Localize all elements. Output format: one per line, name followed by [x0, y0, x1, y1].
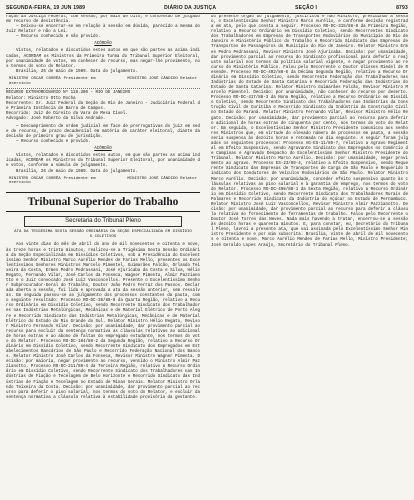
page-header — [6, 3, 408, 13]
session-minutes-body: Aos vinte dias do mês de abril do ano de mil novecentos e oitenta e nove, às treze horas e trinta minutos, realizou-se a Trigésima Sexta Sessão Ordinária da Seção Especializada em Dissídios Coletivos, sob a Presidência do Excelentíssimo Senhor Ministro Marco Aurélio Mendes de Farias Mello, presentes os Excelentíssimos Senhores Ministros Marcelo Pimentel, Guimarães Falcão, Orlando Teixeira da Costa, Ermes Pedro Pedrassani, José Ajuricaba da Costa e Silva, Hélio Regato, Fernando Vilar, José Carlos da Fonseca, Wagner Pimenta, Almir Pazzianotto e o Juiz convocado José Luiz Vasconcellos. Presente o Excelentíssimo Senhor Subprocurador-Geral do Trabalho, Doutor João Pedro Ferraz dos Passos. Declarada aberta a sessão, foi lida e aprovada a ata da sessão anterior, sem ressalvas. Em seguida passou-se ao julgamento dos processos constantes da pauta, com o seguinte resultado: Processo RO-DC-38/88-8 da Quarta Região, relativo a Recurso Ordinário em Dissídio Coletivo, sendo Recorrente Sindicato dos Trabalhadores nas Indústrias Metalúrgicas, Mecânicas e de Material Elétrico de Porto Alegre e Recorrido Sindicato das Indústrias Metalúrgicas, Mecânicas e de Material Elétrico do Estado do Rio Grande do Sul. Relator Ministro Hélio Regato, Revisor Ministro Fernando Vilar. Decisão: por unanimidade, dar provimento parcial ao recurso para excluir da sentença normativa as cláusulas relativas ao adicional de horas extras e ao abono de faltas do empregado estudante, nos termos do voto do Relator. Processo RO-DC-104/88-2 da Segunda Região, relativo a Recurso Ordinário em Dissídio Coletivo, sendo Recorrente Sindicato dos Empregados em Estabelecimentos Bancários de São Paulo e Recorrido Federação Nacional dos Bancos. Relator Ministro José Carlos da Fonseca, Revisor Ministro Wagner Pimenta. Decisão: por maioria, negar provimento ao recurso, vencido o Ministro Almir Pazzianotto. Processo RO-DC-211/88-4 da Terceira Região, relativo a Recurso Ordinário em Dissídio Coletivo, sendo Recorrente Sindicato dos Trabalhadores nas Indústrias de Fiação e Tecelagem de Belo Horizonte e Recorrido Sindicato das Indústrias de Fiação e Tecelagem no Estado de Minas Gerais. Relator Ministro Orlando Teixeira da Costa. Decisão: por unanimidade, dar provimento parcial ao recurso para deferir o piso salarial, nos termos do voto do Relator, e excluir da sentença normativa a cláusula relativa à estabilidade provisória da gestante. — [6, 243, 200, 400]
acordao-heading-1: ACÓRDÃO — [94, 42, 112, 47]
process-advogado: Advogado: José Roberto da Silva Andrade. — [6, 116, 106, 121]
process-recorrido: Recorrido: Juiz de Direito da Vara de Mesa Cível. — [6, 111, 128, 116]
opening-text-1: ração da Justiça Federal, com sessão, por mais de oito, e concessão de julgado em recurso de desistência. — [6, 15, 200, 25]
signature-block-2 — [6, 177, 200, 187]
acordao-heading-2: ACÓRDÃO — [94, 147, 112, 152]
court-banner — [6, 192, 200, 227]
header-publication: DIÁRIO DA JUSTIÇA — [164, 5, 217, 11]
ementa-2b: — Recurso conhecido e provido. — [16, 140, 91, 145]
header-date: SEGUNDA-FEIRA, 19 JUN 1989 — [6, 5, 86, 11]
process-number: RECURSO EXTRAORDINÁRIO Nº 128.380 - RIO DE JANEIRO — [6, 91, 131, 96]
acordao-place-2: Brasília, 26 de maio de 1989. Data do julgamento. — [16, 169, 138, 174]
acordao-text-1: Vistos, relatados e discutidos estes autos em que são partes as acima indicadas, ACORDAM os Ministros da Primeira Turma do Tribunal Superior Eleitoral, por unanimidade de votos, em conhecer do recurso, mas negar-lhe provimento, nos termos do voto do Relator. — [6, 49, 200, 69]
court-subtitle: Secretaria do Tribunal Pleno — [24, 216, 182, 227]
header-rule — [6, 13, 408, 14]
opening-text-2: — Deixou-se encerrar-se em relação à sessão em dúvida, parecido a mesma do Juiz Relator e não a Lei. — [6, 25, 200, 35]
header-page-number: 8793 — [396, 5, 408, 11]
acordao-place-1: Brasília, 26 de maio de 1989. Data do julgamento. — [16, 69, 138, 74]
ementa-2: — Descumprimento de ordem judicial em face de prerrogativas do juiz em sede de recurso, de prazo decadencial em matéria de caráter eleitoral, diante da decisão de primeiro grau de jurisdição. — [6, 124, 200, 140]
signature-president-2: MINISTRO OSCAR CORRÊA Presidente em exercício — [9, 176, 96, 186]
left-column — [6, 15, 200, 497]
signature-relator-1: MINISTRO JOSÉ CÂNDIDO Relator — [127, 76, 197, 81]
signature-relator-2: MINISTRO JOSÉ CÂNDIDO Relator — [127, 176, 197, 181]
court-title: Tribunal Superior do Trabalho — [6, 192, 200, 212]
process-recorrente: Recorrente: Sr. Juiz Federal da Seção do Rio de Janeiro - Judiciária Federal de Primeira Instância de Barra de Campos. — [6, 101, 200, 111]
session-minutes-continuation: do presente órgão do julgamento, justificou e não Ministro, presidindo a sessão, o Excelentíssimo Senhor Ministro Marco Aurélio, e conforme decisão registrada em ata, pelo que consta a seguir. Processo RO-DC-315/88-0 da Primeira Região, relativo a Recurso Ordinário em Dissídio Coletivo, sendo Recorrentes Sindicato dos Trabalhadores em Empresas de Transportes Rodoviários do Município do Rio de Janeiro e Ministério Público do Trabalho e Recorrido Sindicato das Empresas de Transportes de Passageiros do Município do Rio de Janeiro. Relator Ministro Ermes Pedro Pedrassani, Revisor Ministro José Ajuricaba. Decisão: por unanimidade, dar provimento parcial ao recurso do Sindicato profissional para deferir o reajuste salarial nos termos da política salarial vigente, e negar provimento ao recurso do Ministério Público. Falou pelo Recorrente o Doutor Ulisses Riedel de Resende. Processo RO-DC-402/88-6 da Décima Segunda Região, relativo a Recurso Ordinário em Dissídio Coletivo, sendo Recorrente Federação dos Trabalhadores nas Indústrias do Estado de Santa Catarina e Recorrido Federação das Indústrias do Estado de Santa Catarina. Relator Ministro Guimarães Falcão, Revisor Ministro Marcelo Pimentel. Decisão: por unanimidade, não conhecer do recurso por deserto. Processo RO-DC-417/88-3 da Nona Região, relativo a Recurso Ordinário em Dissídio Coletivo, sendo Recorrente Sindicato dos Trabalhadores nas Indústrias da Construção Civil de Curitiba e Recorrido Sindicato da Indústria da Construção Civil no Estado do Paraná. Relator Ministro Fernando Vilar, Revisor Ministro Hélio Regato. Decisão: por unanimidade, dar provimento parcial ao recurso para deferir o adicional de horas extras de cinquenta por cento, nos termos do voto do Relator. Em seguida, o Excelentíssimo Senhor Ministro Presidente comunicou aos senhores Ministros que, em virtude do elevado número de processos em pauta, a sessão seria suspensa às dezoito horas e retomada no dia seguinte. A seguir foram julgados os seguintes processos: Processo AG-ES-11/89-7, relativo a Agravo Regimental em Efeito Suspensivo, sendo Agravante Sindicato dos Empregados no Comércio de Campinas e Agravado Despacho do Excelentíssimo Senhor Ministro Presidente do Tribunal. Relator Ministro Marco Aurélio. Decisão: por unanimidade, negar provimento ao agravo. Processo ES-23/89-4, relativo a Efeito Suspensivo, sendo Requerente Sindicato das Empresas de Transportes de Carga de São Paulo e Requerido Sindicato dos Condutores de Veículos Rodoviários de São Paulo. Relator Ministro Marco Aurélio. Decisão: por unanimidade, conceder efeito suspensivo quanto às cláusulas relativas ao piso salarial e à garantia de emprego, nos termos do voto do Relator. Processo RO-DC-498/88-1 da Sexta Região, relativo a Recurso Ordinário em Dissídio Coletivo, sendo Recorrente Sindicato dos Trabalhadores Rurais de Palmares e Recorrido Sindicato da Indústria do Açúcar no Estado de Pernambuco. Relator Ministro José Luiz Vasconcellos, Revisor Ministro Almir Pazzianotto. Decisão: por unanimidade, dar provimento parcial ao recurso para deferir a cláusula relativa ao fornecimento de ferramentas de trabalho. Falou pelo Recorrente o Doutor José Torres das Neves. Nada mais havendo a tratar, encerrou-se a sessão às dezoito horas e quarenta minutos. E, para constar, eu, Secretário do Tribunal Pleno, lavrei a presente ata, que vai assinada pelo Excelentíssimo Senhor Ministro Presidente e por mim subscrita. Brasília, vinte de abril de mil novecentos e oitenta e nove. Marco Aurélio Mendes de Farias Mello, Ministro Presidente; José Geraldo Lopes Araújo, Secretário do Tribunal Pleno. — [211, 15, 408, 248]
session-minutes-title: ATA DA TRIGÉSIMA SEXTA SESSÃO ORDINÁRIA DA SEÇÃO ESPECIALIZADA EM DISSÍDIOS COLETIVOS — [14, 230, 192, 240]
header-section: SEÇÃO I — [295, 5, 318, 11]
signature-block-1 — [6, 77, 200, 87]
acordao-text-2: Vistos, relatados e discutidos estes autos, em que são partes as acima indicadas, ACORDAM os Ministros do Tribunal Superior Eleitoral, por unanimidade de votos, conforme a súmula de julgamento. — [6, 154, 200, 169]
opening-text-3: — Recurso conhecido e não provido. — [16, 35, 101, 40]
right-column — [211, 15, 408, 497]
signature-president-1: MINISTRO OSCAR CORRÊA Presidente em exercício — [9, 76, 96, 86]
process-relator: Relator: Ministro Otto Rocha — [6, 96, 76, 101]
separator-1 — [6, 88, 200, 89]
